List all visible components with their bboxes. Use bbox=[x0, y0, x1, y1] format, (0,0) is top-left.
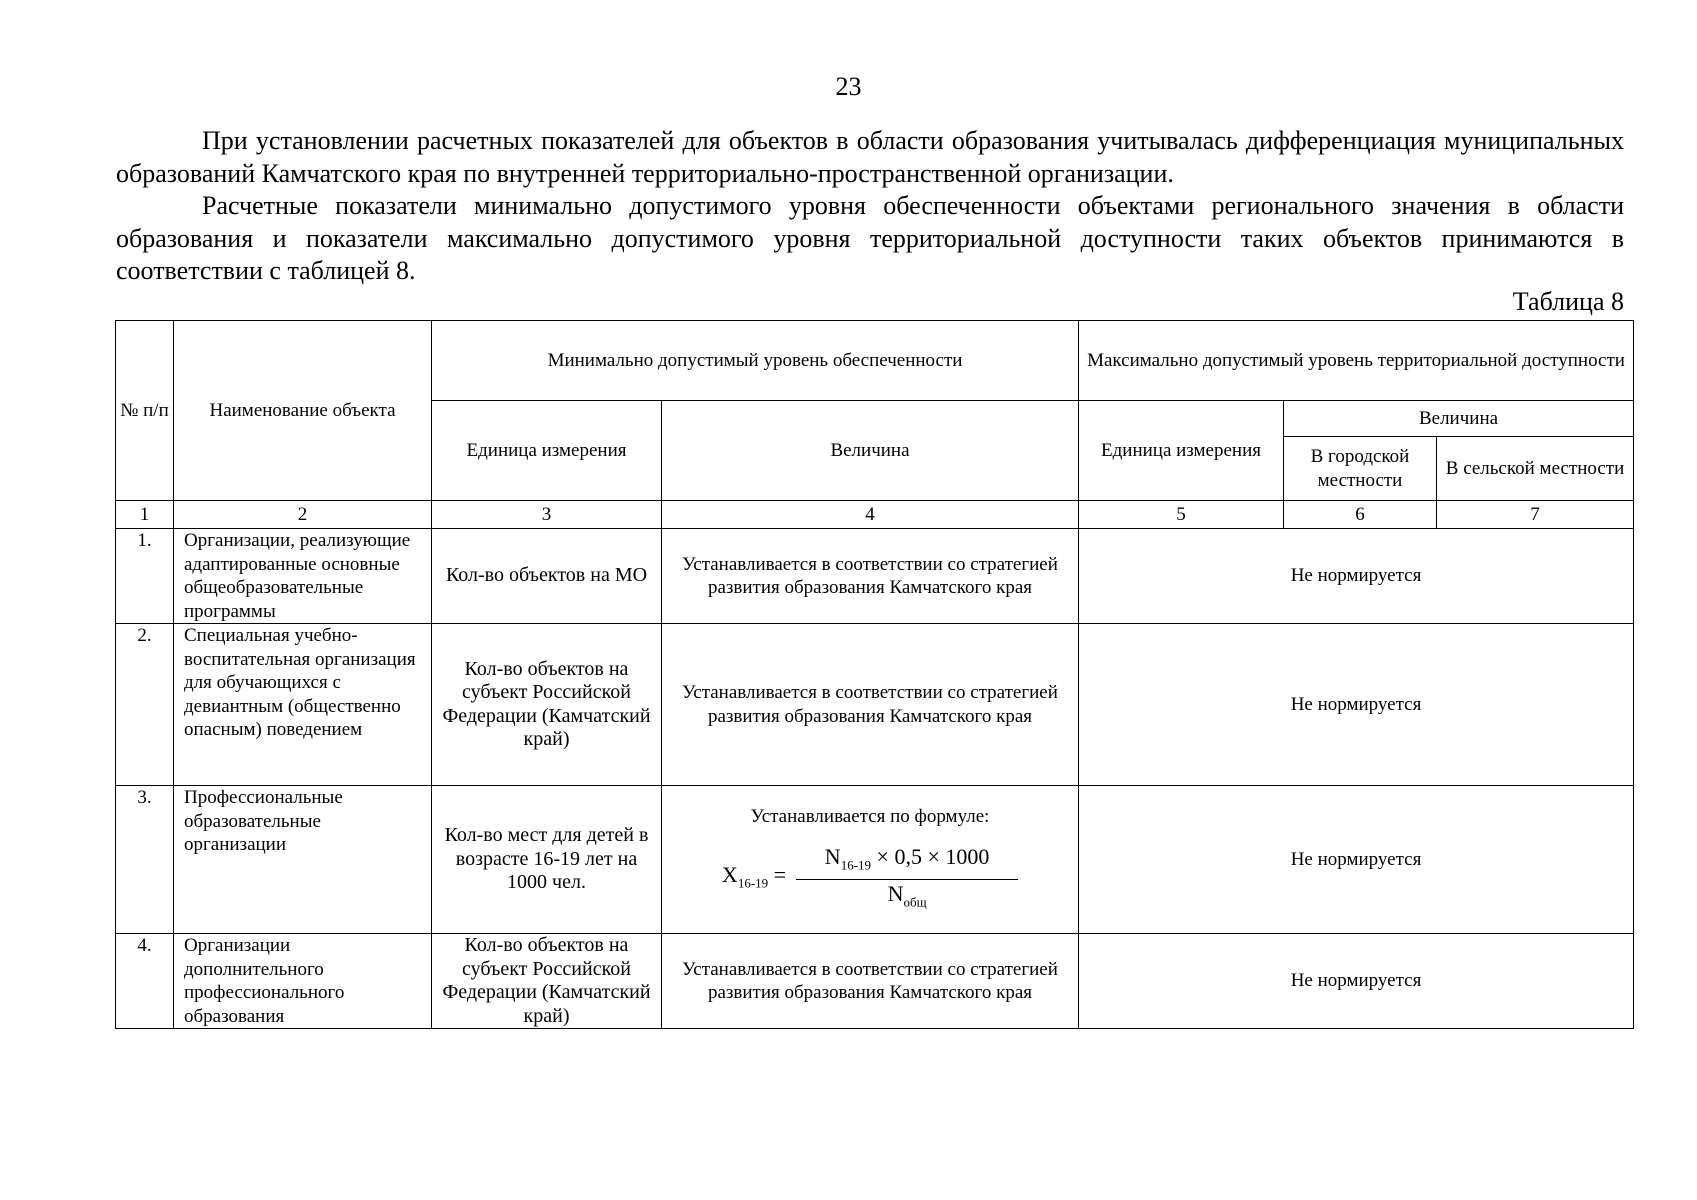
column-number: 2 bbox=[174, 501, 432, 529]
row-number: 3. bbox=[116, 786, 174, 934]
accessibility-value: Не нормируется bbox=[1079, 934, 1634, 1029]
row-number: 2. bbox=[116, 624, 174, 786]
formula-title: Устанавливается по формуле: bbox=[750, 806, 990, 828]
object-name: Профессиональные образовательные организации bbox=[174, 786, 432, 934]
formula-fraction bbox=[796, 845, 1018, 914]
column-number: 4 bbox=[662, 501, 1079, 529]
page-number: 23 bbox=[835, 72, 862, 101]
value-description: Устанавливается в соответствии со стратегией развития образования Камчатского края bbox=[662, 934, 1079, 1029]
column-number-row bbox=[116, 501, 1634, 529]
value-description: Устанавливается в соответствии со стратегией развития образования Камчатского края bbox=[662, 624, 1079, 786]
header-unit-min: Единица измерения bbox=[432, 401, 662, 501]
accessibility-value: Не нормируется bbox=[1079, 624, 1634, 786]
unit-of-measure: Кол-во объектов на МО bbox=[432, 529, 662, 624]
unit-of-measure: Кол-во объектов на субъект Российской Федерации (Камчатский край) bbox=[432, 934, 662, 1029]
column-number: 6 bbox=[1284, 501, 1437, 529]
column-number: 3 bbox=[432, 501, 662, 529]
paragraph-1: При установлении расчетных показателей для объектов в области образования учитывалась дифференциация муниципальных образований Камчатского края по внутренней территориально-пространственной организации. bbox=[116, 126, 1624, 188]
header-min-group: Минимально допустимый уровень обеспеченности bbox=[432, 321, 1079, 401]
object-name: Организации дополнительного профессионального образования bbox=[174, 934, 432, 1029]
value-description: Устанавливается в соответствии со стратегией развития образования Камчатского края bbox=[662, 529, 1079, 624]
formula-denominator: $N_{общ}$ bbox=[887, 880, 927, 910]
table-row bbox=[116, 786, 1634, 934]
header-name: Наименование объекта bbox=[174, 321, 432, 501]
unit-of-measure: Кол-во мест для детей в возрасте 16-19 лет на 1000 чел. bbox=[432, 786, 662, 934]
row-number: 1. bbox=[116, 529, 174, 624]
column-number: 1 bbox=[116, 501, 174, 529]
column-number: 5 bbox=[1079, 501, 1284, 529]
header-max-group: Максимально допустимый уровень территориальной доступности bbox=[1079, 321, 1634, 401]
formula bbox=[722, 845, 1018, 914]
table-row bbox=[116, 529, 1634, 624]
formula-lhs: $X_{16-19}$ = bbox=[721, 862, 787, 891]
object-name: Специальная учебно-воспитательная организация для обучающихся с девиантным (общественно опасным) поведением bbox=[174, 624, 432, 786]
header-urban: В городской местности bbox=[1284, 437, 1437, 501]
header-unit-max: Единица измерения bbox=[1079, 401, 1284, 501]
header-rural: В сельской местности bbox=[1437, 437, 1634, 501]
row-number: 4. bbox=[116, 934, 174, 1029]
body-text bbox=[116, 125, 1624, 288]
paragraph-2: Расчетные показатели минимально допустимого уровня обеспеченности объектами регионального значения в области образования и показатели максимально допустимого уровня территориальной доступности таких объектов принимаются в соответствии с таблицей 8. bbox=[116, 191, 1624, 285]
accessibility-value: Не нормируется bbox=[1079, 529, 1634, 624]
object-name: Организации, реализующие адаптированные основные общеобразовательные программы bbox=[174, 529, 432, 624]
header-value-max: Величина bbox=[1284, 401, 1634, 437]
header-value-min: Величина bbox=[662, 401, 1079, 501]
accessibility-value: Не нормируется bbox=[1079, 786, 1634, 934]
unit-of-measure: Кол-во объектов на субъект Российской Федерации (Камчатский край) bbox=[432, 624, 662, 786]
table-row bbox=[116, 624, 1634, 786]
formula-cell bbox=[662, 786, 1079, 934]
table-row bbox=[116, 934, 1634, 1029]
column-number: 7 bbox=[1437, 501, 1634, 529]
formula-block bbox=[666, 805, 1074, 913]
standards-table bbox=[115, 320, 1634, 1029]
table-caption: Таблица 8 bbox=[1512, 287, 1624, 316]
formula-numerator: $N_{16-19} \times 0,5 \times 1000$ bbox=[796, 845, 1018, 880]
header-num: № п/п bbox=[116, 321, 174, 501]
